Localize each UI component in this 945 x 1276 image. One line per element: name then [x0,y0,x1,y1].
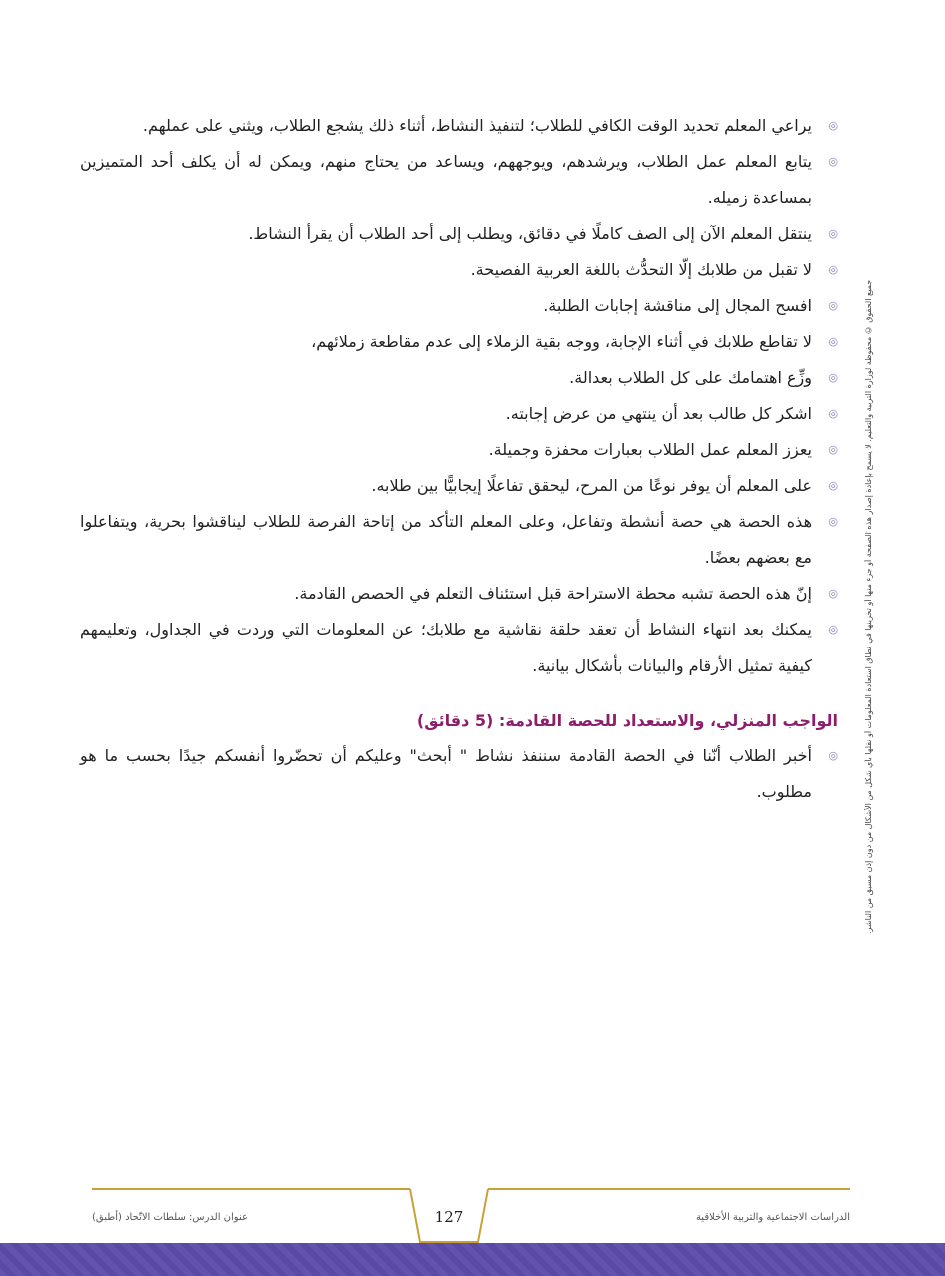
list-item-text: اشكر كل طالب بعد أن ينتهي من عرض إجابته. [505,404,812,423]
list-item [80,432,838,468]
list-item [80,504,838,576]
list-item [80,144,838,216]
circle-bullet-icon: ◎ [828,119,838,132]
list-item [80,612,838,684]
list-item [80,108,838,144]
list-item [80,324,838,360]
list-item-text: افسح المجال إلى مناقشة إجابات الطلبة. [543,296,812,315]
circle-bullet-icon: ◎ [828,371,838,384]
footer-lesson-title: عنوان الدرس: سلطات الاتّحاد (أطبق) [92,1212,248,1223]
circle-bullet-icon: ◎ [828,479,838,492]
list-item [80,288,838,324]
list-item [80,360,838,396]
list-item [80,468,838,504]
circle-bullet-icon: ◎ [828,407,838,420]
circle-bullet-icon: ◎ [828,227,838,240]
circle-bullet-icon: ◎ [828,155,838,168]
list-item [80,216,838,252]
list-item-text: لا تقبل من طلابك إلّا التحدُّث باللغة العربية الفصيحة. [470,260,812,279]
copyright-side-note: جميع الحقوق © محفوظة لوزارة التربية والتعليم. لا يسمح بإعادة إصدار هذه الصفحة أو جزء منها أو تخزينها في نطاق استعادة المعلومات أو نقلها بأي شكل من الأشكال من دون إذن مسبق من الناشر. [864,280,873,935]
list-item [80,396,838,432]
list-item-text: هذه الحصة هي حصة أنشطة وتفاعل، وعلى المعلم التأكد من إتاحة الفرصة للطلاب ليناقشوا بحرية، ويتفاعلوا مع بعضهم بعضًا. [80,512,812,567]
instruction-list [80,108,838,684]
list-item [80,252,838,288]
circle-bullet-icon: ◎ [828,515,838,528]
list-item-text: أخبر الطلاب أنّنا في الحصة القادمة سننفذ نشاط " أبحث" وعليكم أن تحضّروا أنفسكم جيدًا بحسب ما هو مطلوب. [80,746,812,801]
circle-bullet-icon: ◎ [828,749,838,762]
footer-divider-right [488,1188,850,1190]
circle-bullet-icon: ◎ [828,623,838,636]
list-item-text: يعزز المعلم عمل الطلاب بعبارات محفزة وجميلة. [488,440,812,459]
list-item-text: إنّ هذه الحصة تشبه محطة الاستراحة قبل استئناف التعلم في الحصص القادمة. [294,584,812,603]
footer-divider-left [92,1188,410,1190]
list-item-text: يمكنك بعد انتهاء النشاط أن تعقد حلقة نقاشية مع طلابك؛ عن المعلومات التي وردت في الجداول، وتعليمهم كيفية تمثيل الأرقام والبيانات بأشكال بيانية. [80,620,812,675]
list-item [80,738,838,810]
section-heading: الواجب المنزلي، والاستعداد للحصة القادمة: (5 دقائق) [416,711,838,730]
footer-subject: الدراسات الاجتماعية والتربية الأخلاقية [695,1212,850,1223]
page-content [80,108,838,810]
decorative-bottom-band [0,1243,945,1276]
circle-bullet-icon: ◎ [828,587,838,600]
circle-bullet-icon: ◎ [828,263,838,276]
list-item-text: ينتقل المعلم الآن إلى الصف كاملًا في دقائق، ويطلب إلى أحد الطلاب أن يقرأ النشاط. [248,224,812,243]
circle-bullet-icon: ◎ [828,443,838,456]
list-item-text: لا تقاطع طلابك في أثناء الإجابة، ووجه بقية الزملاء إلى عدم مقاطعة زملائهم، [311,332,812,351]
list-item-text: وزِّع اهتمامك على كل الطلاب بعدالة. [569,368,812,387]
homework-list [80,738,838,810]
list-item [80,576,838,612]
circle-bullet-icon: ◎ [828,335,838,348]
list-item-text: على المعلم أن يوفر نوعًا من المرح، ليحقق تفاعلًا إيجابيًّا بين طلابه. [371,476,812,495]
circle-bullet-icon: ◎ [828,299,838,312]
list-item-text: يتابع المعلم عمل الطلاب، ويرشدهم، ويوجههم، ويساعد من يحتاج منهم، ويمكن له أن يكلف أحد المتميزين بمساعدة زميله. [80,152,812,207]
list-item-text: يراعي المعلم تحديد الوقت الكافي للطلاب؛ لتنفيذ النشاط، أثناء ذلك يشجع الطلاب، ويثني على عملهم. [142,116,812,135]
page-number: 127 [434,1208,464,1226]
